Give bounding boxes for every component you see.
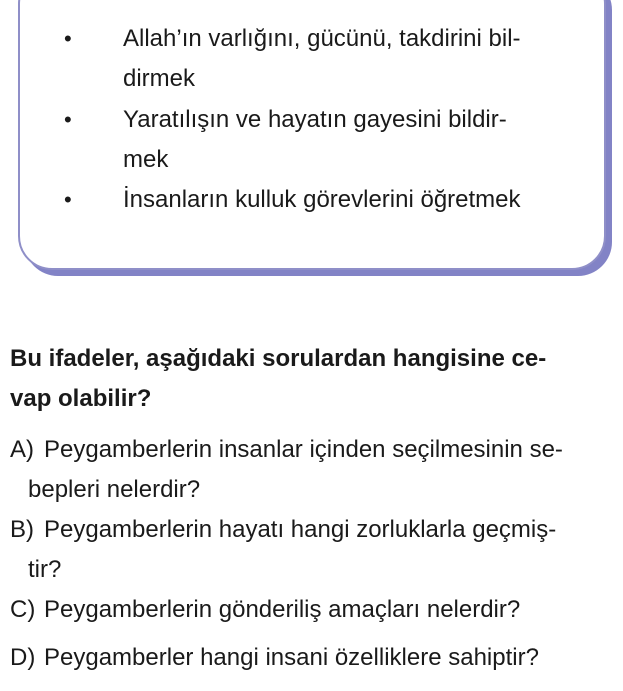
question-text: Bu ifadeler, aşağıdaki sorulardan hangisine ce- vap olabilir? [10, 345, 547, 412]
option-d[interactable] [10, 638, 606, 678]
bullet-dot-icon: • [64, 187, 72, 212]
bullet-text: Allah’ın varlığını, gücünü, takdirini bil- dirmek [123, 25, 521, 92]
bullet-text: Yaratılışın ve hayatın gayesini bildir- mek [123, 106, 507, 173]
option-b[interactable] [10, 510, 606, 590]
bullet-text: İnsanların kulluk görevlerini öğretmek [123, 186, 521, 213]
option-text: Peygamberlerin hayatı hangi zorluklarla geçmiş- tir? [28, 516, 557, 583]
option-letter: A) [10, 436, 34, 463]
option-letter: D) [10, 644, 36, 671]
option-text: Peygamberlerin gönderiliş amaçları nelerdir? [44, 596, 521, 623]
option-c[interactable] [10, 590, 606, 630]
option-text: Peygamberler hangi insani özelliklere sahiptir? [44, 644, 539, 671]
option-letter: C) [10, 596, 36, 623]
option-letter: B) [10, 516, 34, 543]
option-text: Peygamberlerin insanlar içinden seçilmesinin se- bepleri nelerdir? [28, 436, 563, 503]
bullet-dot-icon: • [64, 107, 72, 132]
bullet-dot-icon: • [64, 26, 72, 51]
option-a[interactable] [10, 430, 606, 510]
